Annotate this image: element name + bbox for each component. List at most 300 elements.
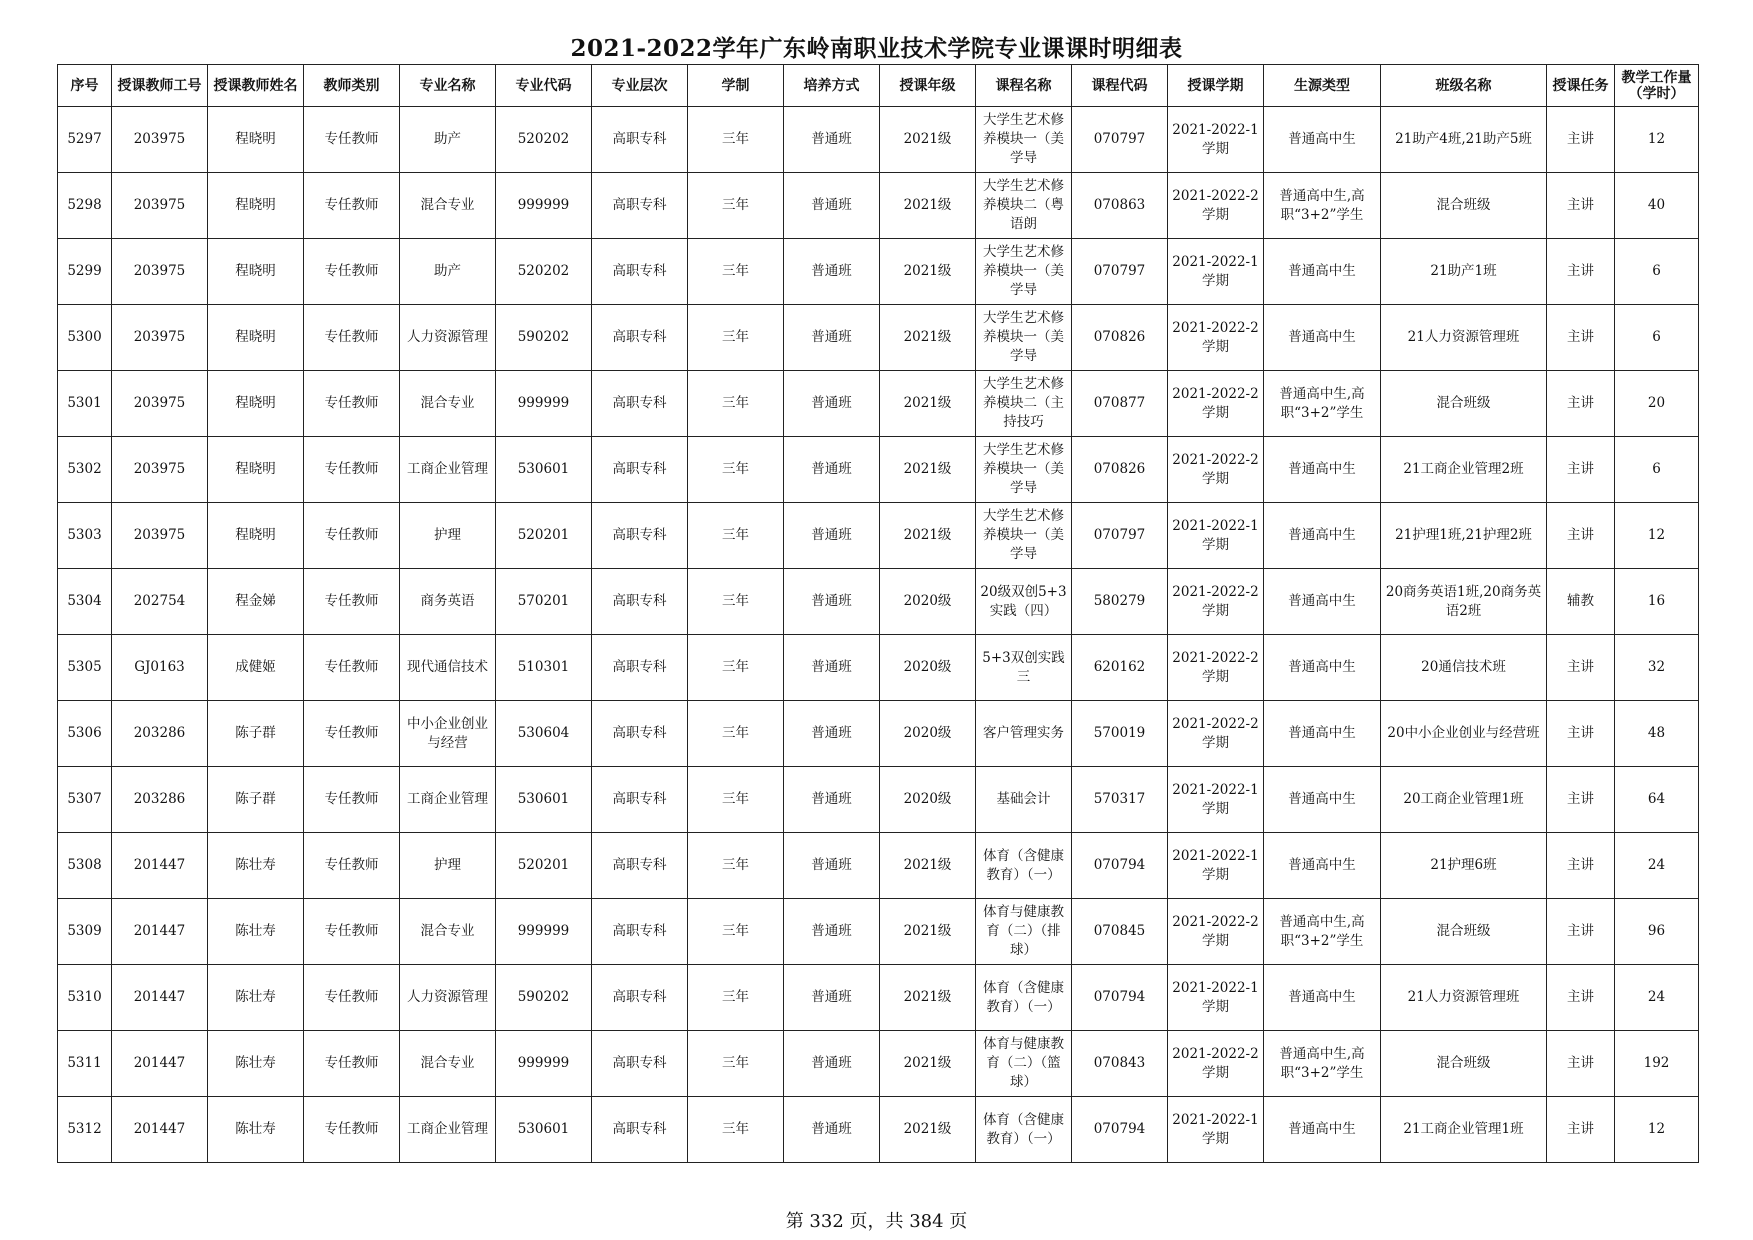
cell-col-course-code [1072,767,1168,833]
cell-text: 202754 [133,593,186,609]
cell-text: 程晓明 [235,329,276,345]
cell-text: 专任教师 [324,263,379,279]
cell-text: 070797 [1093,527,1146,543]
cell-text: 高职专科 [612,461,667,477]
cell-text: 普通高中生,高职“3+2”学生 [1279,1045,1365,1081]
cell-text: 21人力资源管理班 [1407,989,1520,1005]
cell-text: 普通高中生 [1288,131,1356,147]
cell-text: 21助产1班 [1430,263,1497,279]
cell-col-grade [880,833,976,899]
cell-text: 混合班级 [1436,923,1491,939]
cell-col-task [1547,371,1615,437]
cell-col-index [58,239,112,305]
cell-col-student-source [1264,965,1381,1031]
cell-text: 普通班 [811,329,852,345]
cell-col-teacher-type [304,965,400,1031]
cell-text: 2021级 [903,989,952,1005]
cell-text: 专任教师 [324,989,379,1005]
cell-col-duration [688,701,784,767]
cell-col-training-mode [784,371,880,437]
cell-text: 三年 [722,395,749,411]
cell-col-grade [880,1031,976,1097]
cell-text: 基础会计 [996,791,1051,807]
table-row [58,1097,1699,1163]
cell-col-grade [880,503,976,569]
cell-col-teacher-name [208,1097,304,1163]
cell-col-workload [1615,371,1699,437]
cell-col-workload [1615,899,1699,965]
cell-text: 三年 [722,527,749,543]
cell-text: 主讲 [1567,131,1594,147]
cell-text: 070797 [1093,263,1146,279]
header-col-training-mode: 培养方式 [784,65,880,107]
cell-col-grade [880,965,976,1031]
cell-text: 普通班 [811,791,852,807]
cell-col-teacher-type [304,767,400,833]
cell-col-major-name [400,899,496,965]
cell-text: 专任教师 [324,857,379,873]
cell-text: 21工商企业管理1班 [1403,1121,1524,1137]
cell-col-level [592,1097,688,1163]
cell-text: 人力资源管理 [407,329,488,345]
cell-col-class-name [1381,173,1547,239]
cell-col-level [592,107,688,173]
cell-col-course-code [1072,965,1168,1031]
cell-col-semester [1168,1097,1264,1163]
cell-text: 5309 [67,923,102,939]
header-col-teacher-type: 教师类别 [304,65,400,107]
cell-col-major-code [496,371,592,437]
cell-col-major-name [400,173,496,239]
header-col-workload: 教学工作量（学时） [1615,65,1699,107]
cell-text: 主讲 [1567,197,1594,213]
cell-text: 混合班级 [1436,197,1491,213]
cell-col-level [592,833,688,899]
cell-text: 2020级 [903,725,952,741]
cell-col-teacher-type [304,701,400,767]
cell-text: 40 [1647,197,1666,213]
cell-col-level [592,173,688,239]
cell-col-course-code [1072,1031,1168,1097]
cell-text: 2021-2022-1学期 [1172,781,1259,817]
cell-col-teacher-name [208,239,304,305]
cell-text: 2021-2022-2学期 [1172,583,1259,619]
cell-col-training-mode [784,1031,880,1097]
cell-col-task [1547,833,1615,899]
cell-col-task [1547,437,1615,503]
cell-text: 070794 [1093,989,1146,1005]
cell-text: 48 [1647,725,1666,741]
cell-text: 20商务英语1班,20商务英语2班 [1385,583,1542,619]
cell-text: 12 [1647,131,1666,147]
cell-col-index [58,503,112,569]
cell-col-duration [688,1097,784,1163]
cell-text: 陈壮寿 [235,989,276,1005]
cell-col-grade [880,173,976,239]
cell-text: 普通高中生,高职“3+2”学生 [1279,187,1365,223]
cell-text: 普通高中生 [1288,857,1356,873]
cell-col-training-mode [784,569,880,635]
cell-text: 普通班 [811,461,852,477]
cell-col-major-name [400,437,496,503]
cell-text: 070794 [1093,1121,1146,1137]
cell-text: 2020级 [903,593,952,609]
cell-col-teacher-name [208,833,304,899]
cell-col-index [58,371,112,437]
cell-col-course-name [976,569,1072,635]
cell-col-workload [1615,833,1699,899]
cell-text: 普通高中生 [1288,593,1356,609]
cell-col-teacher-name [208,173,304,239]
cell-text: 20 [1647,395,1666,411]
cell-col-grade [880,899,976,965]
cell-col-level [592,305,688,371]
cell-text: 12 [1647,1121,1666,1137]
cell-col-teacher-type [304,107,400,173]
cell-text: 客户管理实务 [983,725,1064,741]
cell-text: 助产 [434,263,461,279]
cell-text: 普通高中生,高职“3+2”学生 [1279,385,1365,421]
cell-text: 普通班 [811,923,852,939]
cell-text: 999999 [517,923,570,939]
cell-text: 高职专科 [612,791,667,807]
cell-text: 专任教师 [324,659,379,675]
cell-text: 普通班 [811,131,852,147]
cell-text: 主讲 [1567,527,1594,543]
cell-col-course-code [1072,305,1168,371]
cell-text: 2021级 [903,263,952,279]
cell-text: 陈壮寿 [235,923,276,939]
table-row [58,503,1699,569]
cell-col-major-code [496,569,592,635]
cell-text: 人力资源管理 [407,989,488,1005]
cell-col-teacher-name [208,701,304,767]
cell-col-duration [688,767,784,833]
cell-col-workload [1615,437,1699,503]
cell-text: 201447 [133,1121,186,1137]
cell-col-teacher-name [208,767,304,833]
cell-col-student-source [1264,635,1381,701]
cell-text: 2021级 [903,461,952,477]
cell-col-index [58,767,112,833]
cell-col-course-name [976,371,1072,437]
cell-col-course-code [1072,1097,1168,1163]
cell-col-course-name [976,239,1072,305]
cell-col-level [592,1031,688,1097]
cell-text: 999999 [517,1055,570,1071]
cell-text: 主讲 [1567,659,1594,675]
cell-text: 2021-2022-2学期 [1172,715,1259,751]
page-title: 2021-2022学年广东岭南职业技术学院专业课课时明细表 [570,35,1183,62]
cell-col-course-code [1072,701,1168,767]
cell-col-duration [688,965,784,1031]
cell-col-student-source [1264,239,1381,305]
cell-col-semester [1168,107,1264,173]
cell-col-grade [880,305,976,371]
cell-text: 三年 [722,593,749,609]
cell-col-course-name [976,1031,1072,1097]
cell-text: 普通班 [811,263,852,279]
cell-text: 主讲 [1567,989,1594,1005]
page-footer: 第 332 页，共 384 页 [785,1211,968,1232]
cell-text: 2021-2022-1学期 [1172,517,1259,553]
cell-col-index [58,305,112,371]
cell-col-course-name [976,173,1072,239]
table-body [58,107,1699,1163]
cell-text: 成健姬 [235,659,276,675]
cell-text: 5301 [67,395,102,411]
cell-col-training-mode [784,503,880,569]
cell-col-training-mode [784,635,880,701]
cell-text: 2021级 [903,1121,952,1137]
cell-text: 专任教师 [324,1055,379,1071]
cell-col-semester [1168,305,1264,371]
cell-col-index [58,965,112,1031]
cell-text: 普通班 [811,1055,852,1071]
header-col-course-name: 课程名称 [976,65,1072,107]
cell-col-index [58,833,112,899]
cell-col-workload [1615,305,1699,371]
header-col-level: 专业层次 [592,65,688,107]
cell-col-task [1547,767,1615,833]
cell-text: 2021级 [903,857,952,873]
cell-text: 5299 [67,263,102,279]
cell-col-major-code [496,305,592,371]
cell-col-teacher-id [112,701,208,767]
cell-col-grade [880,767,976,833]
cell-col-level [592,635,688,701]
cell-col-course-code [1072,239,1168,305]
cell-text: 体育（含健康教育）（一） [983,847,1064,883]
cell-col-class-name [1381,767,1547,833]
cell-text: 陈壮寿 [235,857,276,873]
cell-text: 24 [1647,989,1666,1005]
cell-col-task [1547,1097,1615,1163]
cell-col-task [1547,503,1615,569]
cell-text: 530601 [517,791,570,807]
cell-col-course-code [1072,569,1168,635]
table-row [58,767,1699,833]
cell-col-training-mode [784,833,880,899]
cell-text: 16 [1647,593,1666,609]
cell-text: 混合班级 [1436,1055,1491,1071]
cell-col-course-code [1072,107,1168,173]
cell-text: 2021-2022-1学期 [1172,253,1259,289]
cell-col-class-name [1381,371,1547,437]
cell-col-grade [880,371,976,437]
cell-col-major-code [496,701,592,767]
cell-col-task [1547,899,1615,965]
cell-col-workload [1615,635,1699,701]
cell-text: 5298 [67,197,102,213]
table-row [58,1031,1699,1097]
cell-col-task [1547,239,1615,305]
cell-text: 201447 [133,989,186,1005]
cell-text: 6 [1652,329,1661,345]
cell-text: 专任教师 [324,725,379,741]
cell-text: 高职专科 [612,857,667,873]
cell-col-workload [1615,173,1699,239]
header-col-task: 授课任务 [1547,65,1615,107]
cell-col-teacher-type [304,239,400,305]
cell-col-teacher-id [112,899,208,965]
cell-text: 203975 [133,395,186,411]
header-col-index: 序号 [58,65,112,107]
cell-col-teacher-type [304,503,400,569]
cell-col-semester [1168,701,1264,767]
cell-text: 21护理6班 [1430,857,1497,873]
cell-col-workload [1615,1031,1699,1097]
cell-col-major-name [400,239,496,305]
cell-text: 12 [1647,527,1666,543]
cell-text: 专任教师 [324,923,379,939]
cell-col-teacher-type [304,173,400,239]
cell-col-task [1547,569,1615,635]
cell-col-major-name [400,1031,496,1097]
cell-text: 2020级 [903,791,952,807]
cell-text: 203975 [133,197,186,213]
cell-col-teacher-type [304,1031,400,1097]
cell-col-major-name [400,767,496,833]
header-col-semester: 授课学期 [1168,65,1264,107]
cell-text: 高职专科 [612,593,667,609]
cell-col-task [1547,701,1615,767]
cell-col-teacher-id [112,503,208,569]
cell-col-class-name [1381,305,1547,371]
cell-text: 高职专科 [612,659,667,675]
cell-col-task [1547,305,1615,371]
cell-col-course-code [1072,371,1168,437]
cell-col-teacher-id [112,107,208,173]
cell-col-teacher-name [208,899,304,965]
cell-text: 510301 [517,659,570,675]
table-row [58,437,1699,503]
cell-col-student-source [1264,569,1381,635]
cell-text: 2021-2022-1学期 [1172,1111,1259,1147]
cell-text: 520201 [517,527,570,543]
cell-text: 5304 [67,593,102,609]
cell-text: 辅教 [1567,593,1594,609]
cell-col-teacher-id [112,371,208,437]
cell-col-level [592,701,688,767]
cell-col-duration [688,305,784,371]
cell-text: 三年 [722,923,749,939]
cell-col-class-name [1381,569,1547,635]
cell-text: 商务英语 [420,593,475,609]
cell-col-student-source [1264,503,1381,569]
cell-text: 三年 [722,791,749,807]
cell-text: 三年 [722,1121,749,1137]
cell-text: 21工商企业管理2班 [1403,461,1524,477]
cell-text: 5305 [67,659,102,675]
cell-col-student-source [1264,833,1381,899]
cell-col-semester [1168,437,1264,503]
cell-col-major-name [400,635,496,701]
cell-text: 070826 [1093,461,1146,477]
cell-text: 大学生艺术修养模块一（美学导 [983,112,1064,166]
cell-col-teacher-type [304,635,400,701]
cell-col-level [592,503,688,569]
cell-col-duration [688,239,784,305]
cell-col-major-name [400,833,496,899]
cell-text: 20中小企业创业与经营班 [1387,725,1540,741]
table-row [58,635,1699,701]
cell-text: 070826 [1093,329,1146,345]
course-hours-table [57,64,1699,1163]
cell-col-duration [688,173,784,239]
cell-text: 620162 [1093,659,1146,675]
cell-text: 专任教师 [324,197,379,213]
cell-text: 主讲 [1567,857,1594,873]
cell-col-level [592,239,688,305]
cell-col-duration [688,1031,784,1097]
cell-text: 203975 [133,131,186,147]
cell-text: 主讲 [1567,791,1594,807]
cell-text: 2021-2022-2学期 [1172,451,1259,487]
cell-col-teacher-name [208,1031,304,1097]
cell-text: 普通班 [811,725,852,741]
cell-text: 2021级 [903,329,952,345]
cell-col-student-source [1264,1031,1381,1097]
cell-text: 普通班 [811,989,852,1005]
cell-col-teacher-id [112,239,208,305]
cell-col-major-code [496,1031,592,1097]
cell-text: 520202 [517,263,570,279]
cell-text: 陈子群 [235,791,276,807]
cell-text: 助产 [434,131,461,147]
cell-col-training-mode [784,1097,880,1163]
cell-col-teacher-id [112,437,208,503]
cell-text: 96 [1647,923,1666,939]
cell-text: 590202 [517,329,570,345]
cell-col-major-code [496,899,592,965]
cell-col-semester [1168,371,1264,437]
cell-col-course-name [976,635,1072,701]
cell-text: 普通高中生 [1288,725,1356,741]
cell-text: 三年 [722,131,749,147]
cell-col-training-mode [784,239,880,305]
cell-text: 999999 [517,395,570,411]
cell-col-teacher-id [112,965,208,1031]
cell-col-course-name [976,833,1072,899]
cell-col-level [592,437,688,503]
cell-col-grade [880,1097,976,1163]
cell-col-teacher-id [112,569,208,635]
header-col-major-code: 专业代码 [496,65,592,107]
cell-col-index [58,635,112,701]
cell-col-duration [688,635,784,701]
cell-text: 高职专科 [612,395,667,411]
cell-col-class-name [1381,503,1547,569]
cell-col-teacher-id [112,833,208,899]
cell-col-class-name [1381,239,1547,305]
cell-col-course-name [976,437,1072,503]
header-col-duration: 学制 [688,65,784,107]
cell-text: 203975 [133,527,186,543]
cell-text: 21助产4班,21助产5班 [1395,131,1532,147]
cell-text: 5303 [67,527,102,543]
cell-text: 070845 [1093,923,1146,939]
cell-col-task [1547,965,1615,1031]
cell-col-training-mode [784,701,880,767]
cell-text: 普通班 [811,527,852,543]
cell-col-semester [1168,635,1264,701]
cell-text: 普通班 [811,1121,852,1137]
cell-col-task [1547,1031,1615,1097]
cell-text: 护理 [434,857,461,873]
cell-col-workload [1615,503,1699,569]
cell-text: 590202 [517,989,570,1005]
